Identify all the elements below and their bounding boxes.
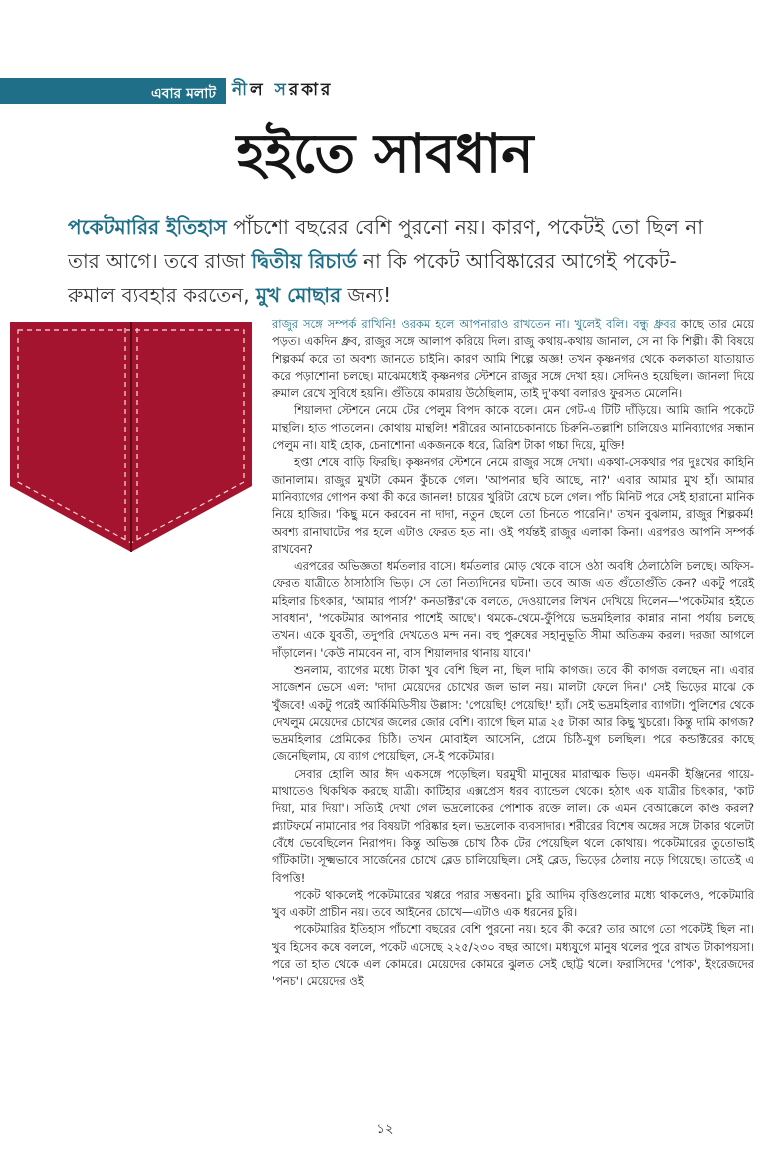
body-paragraph: শুনলাম, ব্যাগের মধ্যে টাকা খুব বেশি ছিল না, ছিল দামি কাগজ। তবে কী কাগজ বলছেন না। এবার সাজেশন ভেসে এল: 'দাদা মেয়েদের চোখের জল ভাল নয়। মালটা ফেলে দিন।' সেই ভিড়ের মাঝে কে খুঁজবে! একটু পরেই আর্কিমিডিসীয় উল্লাস: 'পেয়েছি! পেয়েছি!' হ্যাঁ। সেই ভদ্রমহিলার ব্যাগটা। পুলিশের থেকে দেখলুম মেয়েদের চোখের জলের জোর বেশি। ব্যাগে ছিল মাত্র ২৫ টাকা আর কিছু খুচরো। কিন্তু দামি কাগজ? ভদ্রমহিলার প্রেমিকের চিঠি। তখন মোবাইল আসেনি, প্রেমে চিঠি-যুগ চলছিল। পরে কন্ডাক্টরের কাছে জেনেছিলাম, যে ব্যাগ পেয়েছিল, সে-ই পকেটমার। <box>272 662 754 764</box>
author-part-1: ল <box>250 80 275 100</box>
page-number: ১২ <box>376 1122 394 1137</box>
author-name <box>232 77 333 105</box>
page-title: হইতে সাবধান <box>236 121 534 185</box>
body-paragraph: শিয়ালদা স্টেশনে নেমে টের পেলুম বিপদ কাকে বলে। মেন গেট-এ টিটি দাঁড়িয়ে। আমি জানি পকেটে মান্থলি। হাত পাতলেন। কোথায় মান্থলি! শরীরের আনাচেকানাচে চিরুনি-তল্লাশি চালিয়েও মানিব্যাগের সন্ধান পেলুম না। যাই হোক, চেনাশোনা একজনকে ধরে, ত্রিরিশ টাকা গচ্চা দিয়ে, মুক্তি! <box>272 403 754 453</box>
intro-paragraph <box>68 210 708 312</box>
body-paragraph: পকেটমারির ইতিহাস পাঁচশো বছরের বেশি পুরনো নয়। হবে কী করে? তার আগে তো পকেটই ছিল না। খুব হিসেব কষে বললে, পকেট এসেছে ২২৫/২৩০ বছর আগে। মধ্যযুগে মানুষ থলের পুরে রাখত টাকাপয়সা। পরে তা হাত থেকে এল কোমরে। মেয়েদের কোমরে ঝুলত সেই ছোট্ট থলে। ফরাসিদের 'পোক', ইংরেজদের 'পনচ'। মেয়েদের ওই <box>272 922 754 989</box>
body-paragraph-1-rest: কাছে তার মেয়ে পড়ত। একদিন ধ্রুব, রাজুর সঙ্গে আলাপ করিয়ে দিল। রাজু কথায়-কথায় জানাল, সে না কি শিল্পী। কী বিষয়ে শিল্পকর্ম করে তা অবশ্য জানতে চাইনি। কারণ আমি শিল্পে অজ্ঞ! তখন কৃষ্ণনগর থেকে কলকাতা যাতায়াত করে পড়াশোনা চলছে। মাঝেমধ্যেই কৃষ্ণনগর স্টেশনে রাজুর সঙ্গে দেখা হয়। সেদিনও হয়েছিল। জানলা দিয়ে রুমাল রেখে সুবিধে হয়নি। গুঁতিয়ে কামরায় উঠেছিলাম, তাই দু'কথা বলারও ফুরসত মেলেনি। <box>272 317 754 401</box>
author-initial-2: স <box>274 80 289 100</box>
author-initial-1: নী <box>232 80 251 100</box>
body-paragraph: সেবার হোলি আর ঈদ একসঙ্গে পড়েছিল। ঘরমুখী মানুষের মারাত্মক ভিড়। এমনকী ইঞ্জিনের গায়ে-মাথাতেও থিকথিক করছে যাত্রী। কাটিহার এক্সপ্রেস ধরব ব্যান্ডেল থেকে। হঠাৎ এক যাত্রীর চিৎকার, 'কাট দিয়া, মার দিয়া'। সত্যিই দেখা গেল ভদ্রলোকের পোশাক রক্তে লাল। কে এমন বেআক্কেলে কাণ্ড করল? প্ল্যাটফর্মে নামানোর পর বিষয়টা পরিষ্কার হল। ভদ্রলোক ব্যবসাদার। শরীরের বিশেষ অঙ্গের সঙ্গে টাকার থলেটা বেঁধে ভেবেছিলেন নিরাপদ। কিন্তু অভিজ্ঞ চোখ ঠিক টের পেয়েছিল থলে কোথায়। পকেটমারের তুতোভাই গাঁটকাটা। সূক্ষ্মভাবে সার্জেনের চোখে ব্লেড চালিয়েছিল। সেই ব্লেড, ভিড়ের ঠেলায় নড়ে গিয়েছে। তাতেই এ বিপত্তি! <box>272 766 754 885</box>
intro-text-1: পাঁচশো বছরের বেশি পুরনো নয়। কারণ, পকেটই তো ছিল না তার আগে। তবে রাজা <box>68 215 704 273</box>
body-paragraph: পকেট থাকলেই পকেটমারের খপ্পরে পরার সম্ভবনা। চুরি আদিম বৃত্তিগুলোর মধ্যে থাকলেও, পকেটমারি খুব একটা প্রাচীন নয়। তবে আইনের চোখে—এটাও এক ধরনের চুরি। <box>272 887 754 920</box>
intro-highlight-2: দ্বিতীয় রিচার্ড <box>251 249 357 273</box>
article-body <box>272 316 754 991</box>
section-banner <box>0 78 226 104</box>
intro-highlight-1: পকেটমারির ইতিহাস <box>68 215 227 239</box>
body-paragraph: হপ্তা শেষে বাড়ি ফিরছি। কৃষ্ণনগর স্টেশনে নেমে রাজুর সঙ্গে দেখা। একথা-সেকথার পর দুঃখের কাহিনি জানালাম। রাজুর মুখটা কেমন কুঁচকে গেল। 'আপনার ছবি আছে, না?' এবার আমার মুখ হাঁ। আমার মানিব্যাগের গোপন কথা কী করে জানল! চায়ের খুরিটা রেখে চলে গেল। পাঁচ মিনিট পরে সেই হারানো মানিক নিয়ে হাজির। 'কিছু মনে করবেন না দাদা, নতুন ছেলে তো চিনতে পারেনি।' তখন বুঝলাম, রাজুর শিল্পকর্ম! অবশ্য রানাঘাটের পর হলে এটাও ফেরত হত না। ওই পর্যন্তই রাজুর এলাকা কিনা। এরপরও আপনি সম্পর্ক রাখবেন? <box>272 455 755 556</box>
pocket-illustration <box>10 322 252 552</box>
intro-highlight-3: মুখ মোছার <box>255 283 342 307</box>
body-paragraph: এরপরের অভিজ্ঞতা ধর্মতলার বাসে। ধর্মতলার মোড় থেকে বাসে ওঠা অবধি ঠেলাঠেলি চলছে। অফিস-ফেরত যাত্রীতে ঠাসাঠাসি ভিড়। সে তো নিত্যদিনের ঘটনা। তবে আজ এত গুঁতোগুঁতি কেন? একটু পরেই মহিলার চিৎকার, 'আমার পার্স?' কনডাক্টর'কে বলতে, দেওয়ালের লিখন দেখিয়ে দিলেন—'পকেটমার হইতে সাবধান', 'পকেটমার আপনার পাশেই আছে'। থমকে-থেমে-ফুঁপিয়ে ভদ্রমহিলার কান্নার নানা পর্যায় চলছে তখন। একে যুবতী, তদুপরি দেখতেও মন্দ নন। বহু পুরুষের সহানুভূতি সীমা অতিক্রম করল। দরজা আগলে দাঁড়ালেন। 'কেউ নামবেন না, বাস শিয়ালদার থানায় যাবে।' <box>272 559 754 660</box>
body-lead: রাজুর সঙ্গে সম্পর্ক রাখিনি! ওরকম হলে আপনারাও রাখতেন না। খুলেই বলি। বন্ধু ধ্রুবর <box>272 317 676 331</box>
body-paragraph <box>272 316 754 402</box>
section-label: এবার মলাট <box>151 86 216 102</box>
intro-text-3: জন্য! <box>341 283 392 307</box>
author-part-2: রকার <box>288 80 334 100</box>
intro-text-2: না কি পকেট আবিষ্কারের আগেই পকেট-রুমাল ব্যবহার করতেন, <box>68 249 677 307</box>
